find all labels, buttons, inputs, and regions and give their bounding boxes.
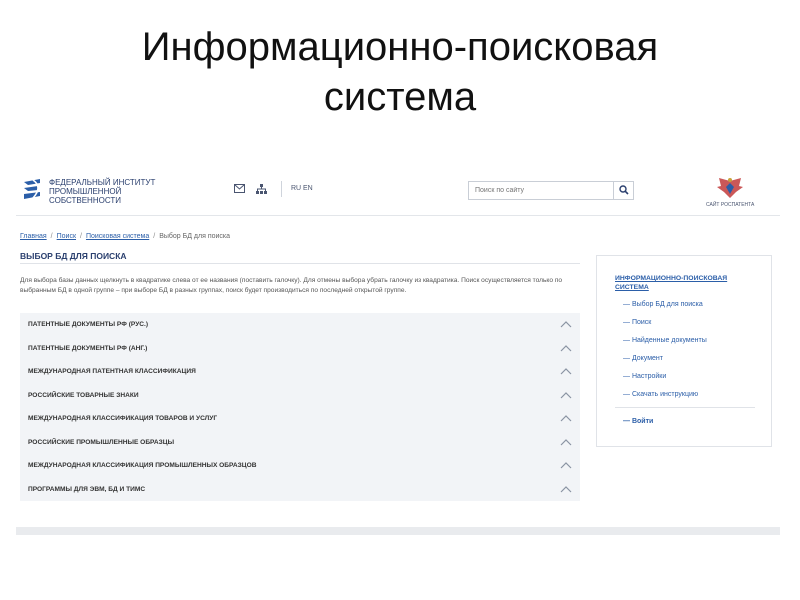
fips-logo-icon[interactable] xyxy=(21,177,45,201)
database-groups xyxy=(20,313,580,501)
page-title: ВЫБОР БД ДЛЯ ПОИСКА xyxy=(20,251,127,261)
login-link[interactable]: — Войти xyxy=(623,418,654,425)
breadcrumb-link-home[interactable]: Главная xyxy=(20,233,47,240)
accordion-label: МЕЖДУНАРОДНАЯ КЛАССИФИКАЦИЯ ТОВАРОВ И УСЛУГ xyxy=(28,415,218,422)
sidebar-item-search[interactable]: — Поиск xyxy=(623,319,652,326)
sidebar-item-select-db[interactable]: — Выбор БД для поиска xyxy=(623,301,703,308)
chevron-up-icon[interactable] xyxy=(560,414,572,422)
logo-line: СОБСТВЕННОСТИ xyxy=(49,196,121,205)
sidebar-item-settings[interactable]: — Настройки xyxy=(623,373,667,380)
chevron-up-icon[interactable] xyxy=(560,461,572,469)
logo-line: ПРОМЫШЛЕННОЙ xyxy=(49,187,122,196)
emblem-icon[interactable] xyxy=(715,177,745,199)
breadcrumb xyxy=(20,233,230,240)
site-header xyxy=(16,163,780,216)
header-divider xyxy=(281,181,282,197)
lang-en-link[interactable]: EN xyxy=(303,185,313,192)
accordion-item[interactable] xyxy=(20,478,580,502)
accordion-item[interactable] xyxy=(20,407,580,431)
search-icon xyxy=(619,185,629,195)
search-button[interactable] xyxy=(613,182,633,199)
accordion-item[interactable] xyxy=(20,360,580,384)
website-screenshot xyxy=(16,163,780,535)
accordion-item[interactable] xyxy=(20,431,580,455)
slide-title xyxy=(0,22,800,122)
slide-title-line-2: система xyxy=(323,75,477,119)
breadcrumb-separator: / xyxy=(153,233,156,240)
rospatent-link[interactable]: САЙТ РОСПАТЕНТА xyxy=(706,202,755,208)
lang-ru-link[interactable]: RU xyxy=(291,185,302,192)
accordion-item[interactable] xyxy=(20,384,580,408)
accordion-item[interactable] xyxy=(20,454,580,478)
sidebar-menu xyxy=(623,300,707,408)
accordion-item[interactable] xyxy=(20,313,580,337)
accordion-item[interactable] xyxy=(20,337,580,361)
accordion-label: РОССИЙСКИЕ ТОВАРНЫЕ ЗНАКИ xyxy=(28,391,139,399)
accordion-label: ПАТЕНТНЫЕ ДОКУМЕНТЫ РФ (РУС.) xyxy=(28,321,149,328)
sidebar xyxy=(596,255,772,447)
chevron-up-icon[interactable] xyxy=(560,344,572,352)
sitemap-icon[interactable] xyxy=(256,184,267,194)
sidebar-divider xyxy=(615,407,755,408)
slide-title-line-1: Информационно-поисковая xyxy=(141,25,659,69)
chevron-up-icon[interactable] xyxy=(560,367,572,375)
footer-bar xyxy=(16,527,780,535)
logo-line: ФЕДЕРАЛЬНЫЙ ИНСТИТУТ xyxy=(49,178,156,187)
breadcrumb-separator: / xyxy=(50,233,53,240)
sidebar-item-document[interactable]: — Документ xyxy=(623,355,663,362)
chevron-up-icon[interactable] xyxy=(560,391,572,399)
search-input[interactable] xyxy=(469,182,615,199)
chevron-up-icon[interactable] xyxy=(560,438,572,446)
breadcrumb-separator: / xyxy=(80,233,82,240)
accordion-label: МЕЖДУНАРОДНАЯ ПАТЕНТНАЯ КЛАССИФИКАЦИЯ xyxy=(28,368,196,375)
mail-icon[interactable] xyxy=(234,184,245,193)
breadcrumb-link-search-system[interactable]: Поисковая система xyxy=(85,233,150,240)
breadcrumb-link-search[interactable]: Поиск xyxy=(56,233,77,240)
accordion-label: ПАТЕНТНЫЕ ДОКУМЕНТЫ РФ (АНГ.) xyxy=(28,344,148,352)
page-description: Для выбора базы данных щелкнуть в квадратике слева от ее названия (поставить галочку). Для отмены выбора убрать галочку из квадратика. Поиск осуществляется только по выбранным БД в одной группе – при выборе БД в разных группах, поиск будет производиться по последней открытой группе. xyxy=(20,277,563,294)
accordion-label: ПРОГРАММЫ ДЛЯ ЭВМ, БД И ТИМС xyxy=(28,485,146,493)
sidebar-item-found-documents[interactable]: — Найденные документы xyxy=(623,337,707,344)
chevron-up-icon[interactable] xyxy=(560,320,572,328)
chevron-up-icon[interactable] xyxy=(560,485,572,493)
site-search xyxy=(468,181,634,200)
accordion-label: РОССИЙСКИЕ ПРОМЫШЛЕННЫЕ ОБРАЗЦЫ xyxy=(28,438,175,446)
sidebar-title-link[interactable]: ИНФОРМАЦИОННО-ПОИСКОВАЯ СИСТЕМА xyxy=(615,275,728,291)
breadcrumb-current: Выбор БД для поиска xyxy=(159,233,231,240)
title-divider xyxy=(20,263,580,264)
sidebar-item-download-manual[interactable]: — Скачать инструкцию xyxy=(623,391,699,398)
accordion-label: МЕЖДУНАРОДНАЯ КЛАССИФИКАЦИЯ ПРОМЫШЛЕННЫХ ОБРАЗЦОВ xyxy=(28,462,257,469)
logo-text[interactable] xyxy=(49,178,155,205)
